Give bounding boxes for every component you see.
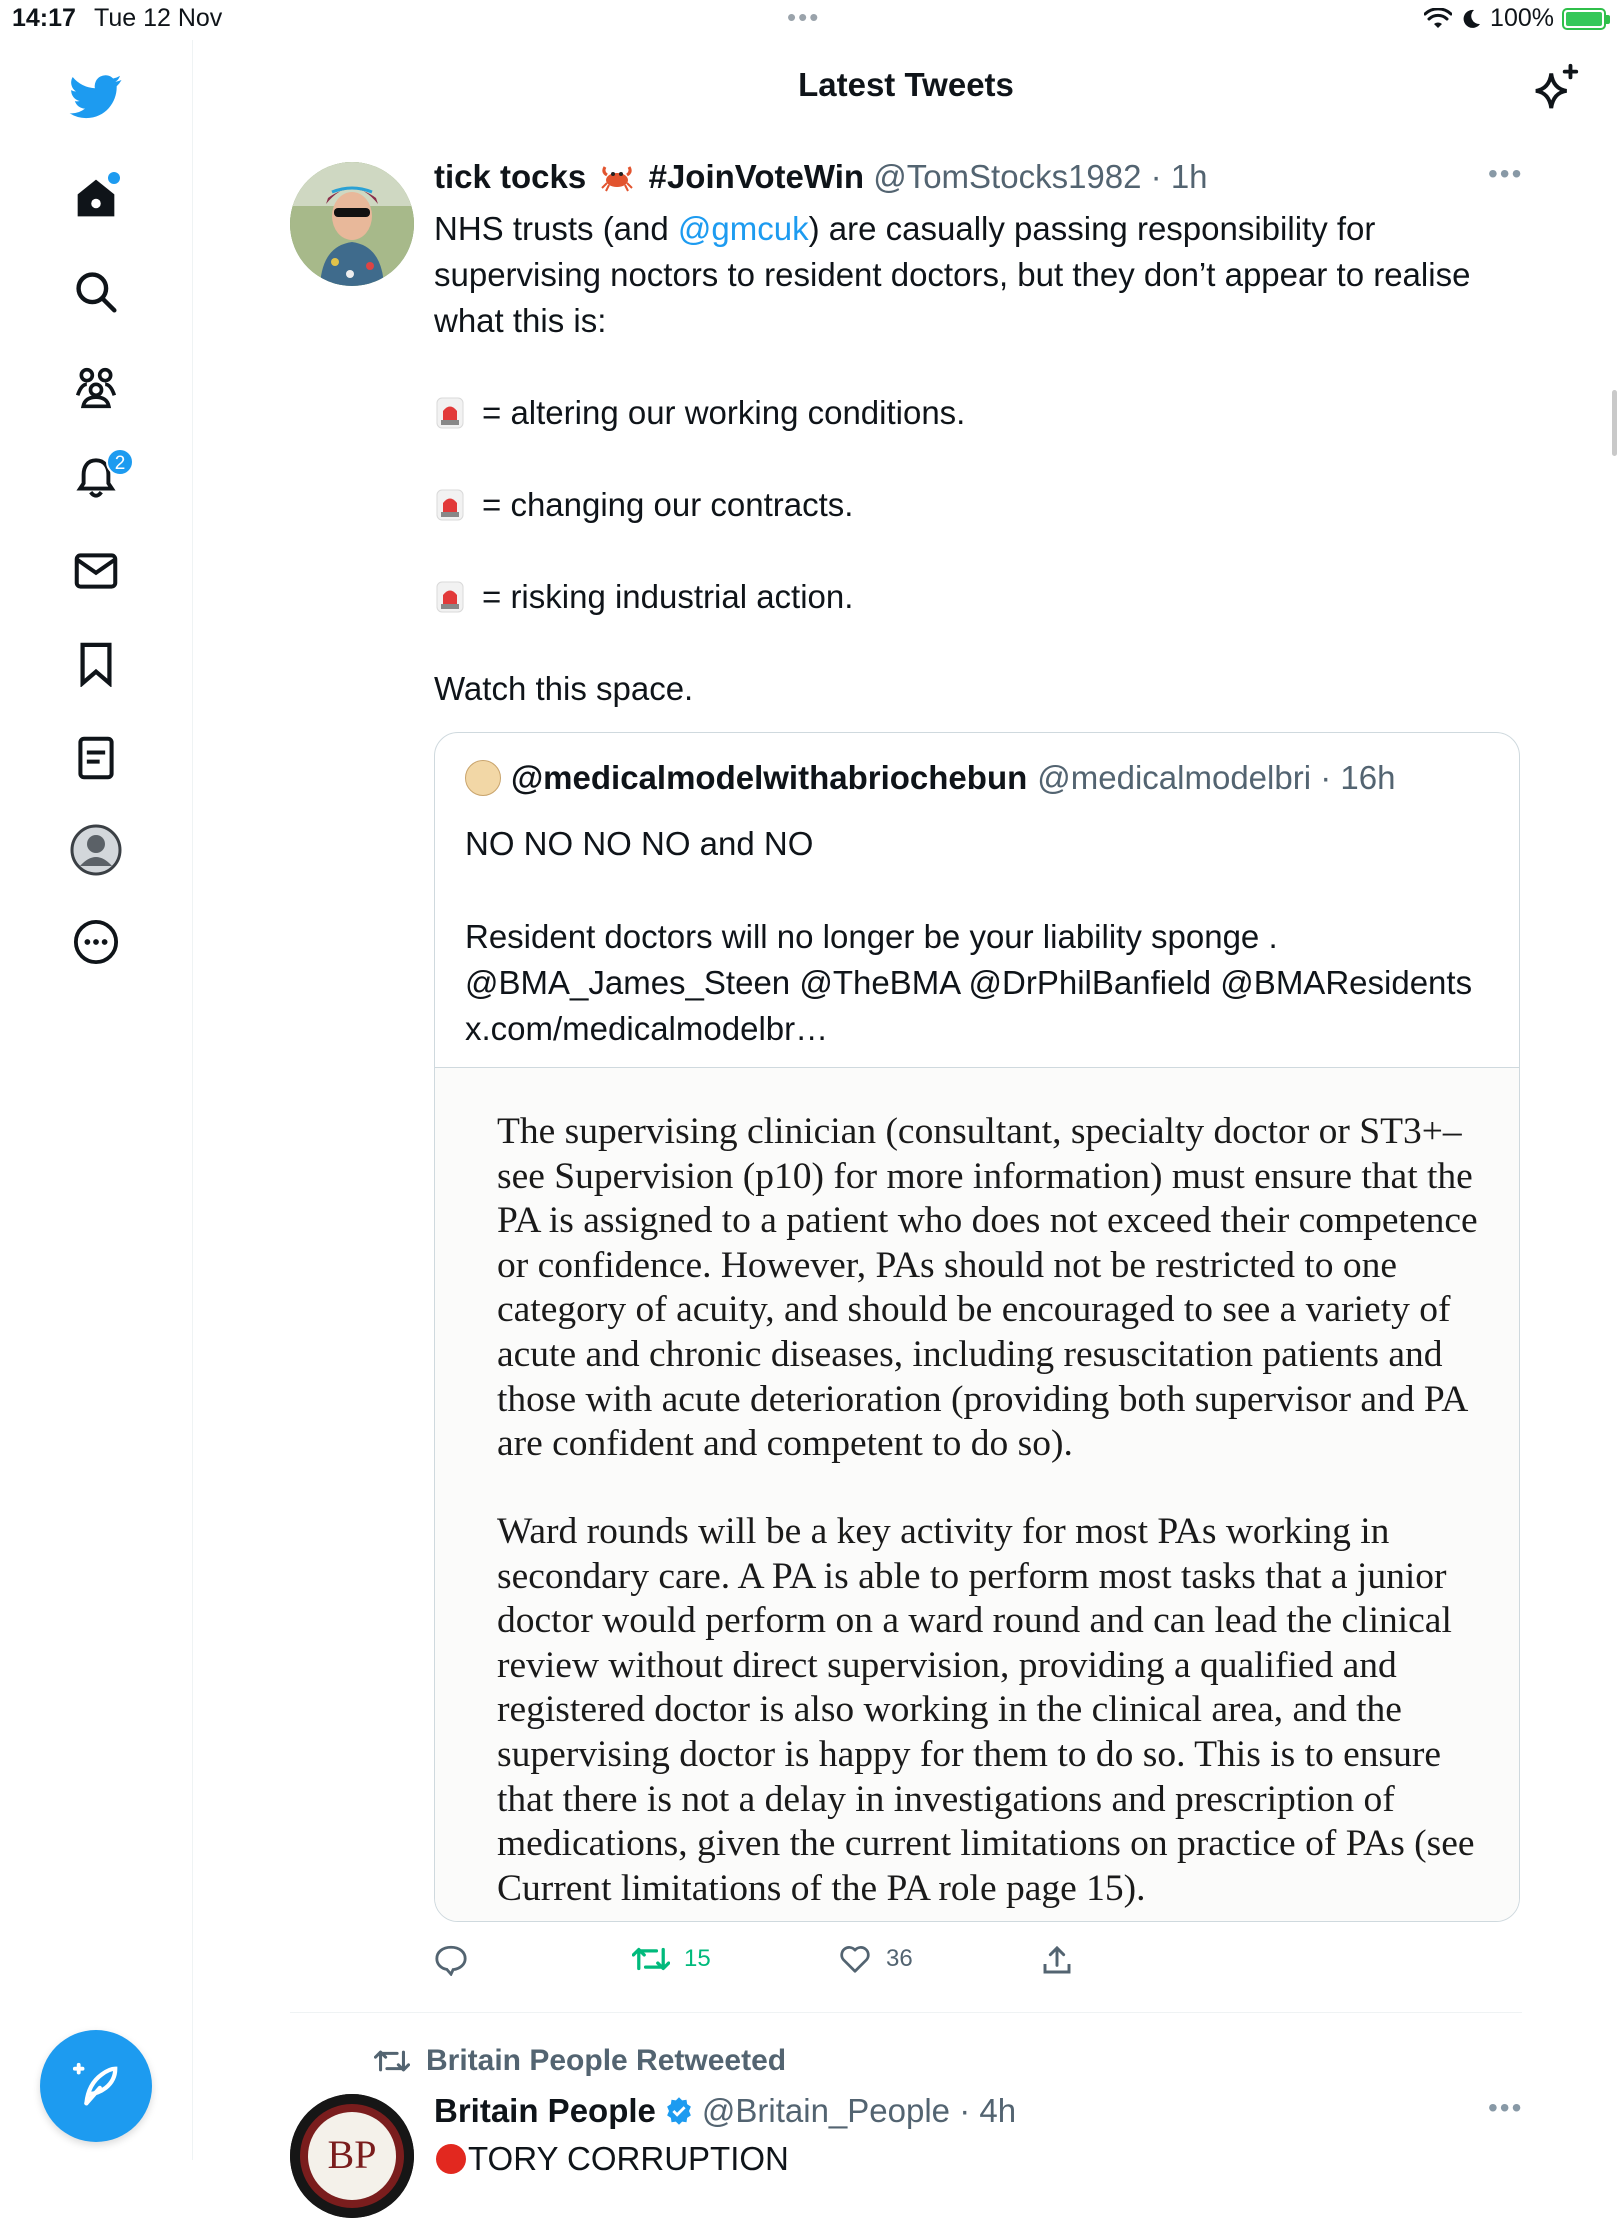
sidebar-item-bookmarks[interactable] [64, 632, 128, 696]
crab-emoji-icon [599, 161, 635, 193]
sidebar-item-profile[interactable] [64, 818, 128, 882]
bullet-1-text: = altering our working conditions. [482, 394, 966, 431]
share-icon [1042, 1944, 1072, 1976]
quoted-meta [1037, 759, 1395, 797]
tweet-meta [702, 2092, 1016, 2130]
status-time: 14:17 [12, 4, 76, 32]
image-paragraph-1: The supervising clinician (consultant, specialty doctor or ST3+– see Supervision (p10) for more information) must ensure that the PA is assigned to a patient who does not exceed their competence or confidence. However, PAs should not be restricted to one category of acuity, and should be encouraged to see a variety of acute and chronic diseases, including resuscitation patients and those with acute deterioration (providing both supervisor and PA are confident and competent to do so). [497, 1111, 1478, 1465]
wifi-icon [1424, 8, 1452, 30]
tweet-text-part2: ) are casually passing responsibility for supervising noctors to resident doctors, but they don’t appear to realise what this is: [434, 210, 1471, 339]
separator: · [950, 2092, 980, 2129]
verified-badge-icon [664, 2096, 694, 2126]
retweet-icon [632, 1944, 670, 1974]
more-icon [73, 919, 119, 965]
compose-icon [71, 2061, 121, 2111]
tweet-divider [290, 2012, 1522, 2013]
battery-percentage: 100% [1490, 4, 1554, 32]
quoted-line-2: Resident doctors will no longer be your liability sponge . [465, 918, 1278, 955]
sidebar-item-search[interactable] [64, 260, 128, 324]
red-circle-emoji-icon [434, 2142, 468, 2176]
sidebar-item-more[interactable] [64, 910, 128, 974]
messages-icon [74, 551, 118, 591]
tweet-more-icon[interactable]: ••• [1488, 2092, 1524, 2123]
quoted-line-1: NO NO NO NO and NO [465, 825, 814, 862]
quoted-separator: · [1311, 759, 1341, 796]
tweet-text-part1: NHS trusts (and [434, 210, 678, 247]
reply-button[interactable] [434, 1944, 468, 1976]
tweet-more-icon[interactable]: ••• [1488, 158, 1524, 189]
sidebar [0, 40, 193, 2160]
bookmarks-icon [78, 641, 114, 687]
retweet-icon [374, 2047, 410, 2075]
author-handle[interactable]: @TomStocks1982 [873, 158, 1142, 195]
author-handle[interactable]: @Britain_People [701, 2092, 951, 2129]
heart-icon [838, 1944, 872, 1974]
moon-icon [1460, 8, 1482, 30]
page-title: Latest Tweets [798, 66, 1014, 103]
quoted-time[interactable]: 16h [1340, 759, 1396, 796]
quoted-tweet[interactable] [434, 732, 1520, 1922]
separator: · [1141, 158, 1171, 195]
status-bar [0, 0, 1620, 40]
profile-icon [70, 824, 122, 876]
reply-icon [434, 1944, 468, 1976]
battery-icon [1562, 8, 1606, 30]
author-hashtag[interactable]: #JoinVoteWin [648, 158, 865, 195]
tweet-header [434, 158, 1208, 196]
tweet-time[interactable]: 1h [1170, 158, 1208, 195]
compose-tweet-button[interactable] [40, 2030, 152, 2142]
retweet-count: 15 [684, 1945, 711, 1972]
avatar[interactable] [290, 2094, 414, 2218]
tweet-text [434, 2140, 789, 2178]
multitasking-dots-icon[interactable]: ••• [787, 2, 821, 32]
mention-link[interactable]: @gmcuk [677, 210, 809, 247]
quoted-image[interactable] [435, 1067, 1520, 1922]
quoted-line-4[interactable]: x.com/medicalmodelbr… [465, 1010, 829, 1047]
sidebar-item-messages[interactable] [64, 539, 128, 603]
author-name[interactable]: tick tocks [434, 158, 587, 195]
quoted-tweet-header [465, 759, 1395, 797]
communities-icon [72, 366, 120, 410]
status-indicators [1424, 4, 1606, 33]
like-count: 36 [886, 1945, 913, 1972]
image-paragraph-2: Ward rounds will be a key activity for most PAs working in secondary care. A PA is able to perform most tasks that a junior doctor would perform on a ward round and can lead the clinical review without direct supervision, providing a qualified and registered doctor is also working in the clinical area, and the supervising doctor is happy for them to do so. This is to ensure that there is not a delay in investigations and prescription of medications, given the current limitations on practice of PAs (see Current limitations of the PA role page 15). [497, 1511, 1475, 1909]
quoted-handle[interactable]: @medicalmodelbri [1037, 759, 1312, 796]
siren-emoji-icon [434, 488, 466, 522]
sidebar-item-communities[interactable] [64, 356, 128, 420]
quoted-avatar[interactable] [465, 760, 501, 796]
lists-icon [77, 736, 115, 780]
author-name[interactable]: Britain People [434, 2092, 656, 2129]
notification-count-badge: 2 [106, 448, 134, 476]
bullet-3-text: = risking industrial action. [482, 578, 854, 615]
tweet-bullet-1 [434, 390, 1534, 436]
tweet-bullet-3 [434, 574, 1534, 620]
tweet-bullet-2 [434, 482, 1534, 528]
quoted-author-name[interactable]: @medicalmodelwithabriochebun [511, 759, 1028, 796]
scroll-indicator[interactable] [1612, 390, 1617, 456]
tweet-text [434, 206, 1534, 344]
retweeted-by-label: Britain People Retweeted [426, 2044, 787, 2077]
siren-emoji-icon [434, 580, 466, 614]
avatar-initials: BP [327, 2132, 377, 2177]
quoted-line-3[interactable]: @BMA_James_Steen @TheBMA @DrPhilBanfield @BMAResidents [465, 964, 1473, 1001]
like-button[interactable] [838, 1944, 913, 1974]
sidebar-item-lists[interactable] [64, 726, 128, 790]
tweet-header [434, 2092, 1016, 2130]
sparkle-icon[interactable] [1532, 62, 1582, 117]
retweet-button[interactable] [632, 1944, 711, 1974]
retweeted-by-row[interactable] [374, 2044, 786, 2078]
tweet-actions [434, 1944, 1534, 1984]
tweet2-text: TORY CORRUPTION [468, 2140, 789, 2177]
status-date: Tue 12 Nov [94, 4, 223, 32]
search-icon [74, 270, 118, 314]
siren-emoji-icon [434, 396, 466, 430]
sidebar-item-notifications[interactable] [64, 446, 128, 510]
avatar[interactable] [290, 162, 414, 286]
tweet-closing: Watch this space. [434, 670, 694, 707]
home-new-dot [108, 172, 120, 184]
share-button[interactable] [1042, 1944, 1072, 1976]
tweet-time[interactable]: 4h [979, 2092, 1017, 2129]
bullet-2-text: = changing our contracts. [482, 486, 854, 523]
sidebar-item-home[interactable] [64, 166, 128, 230]
